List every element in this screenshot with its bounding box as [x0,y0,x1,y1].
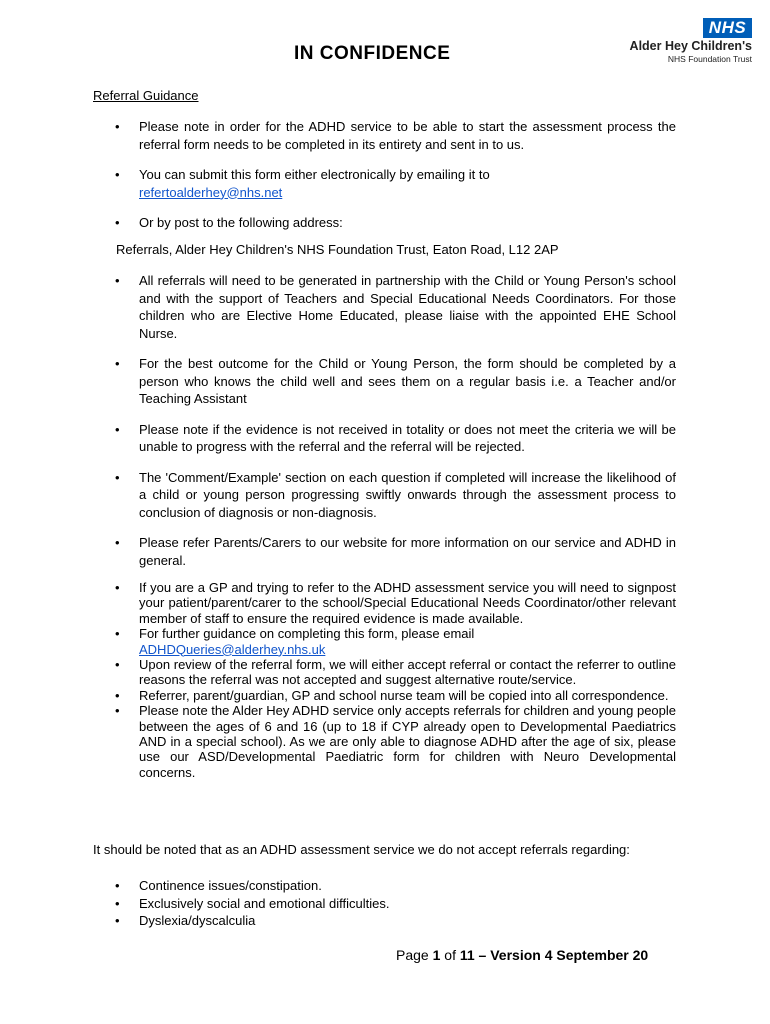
postal-address: Referrals, Alder Hey Children's NHS Foundation Trust, Eaton Road, L12 2AP [116,242,559,257]
page-total: 11 [459,947,475,963]
bullet-icon: • [115,469,120,485]
bullet-icon: • [115,273,120,288]
list-item: • Please refer Parents/Carers to our website for more information on our service and ADHD in general. [115,535,676,568]
not-accepted-list [115,877,676,930]
list-item: • If you are a GP and trying to refer to the ADHD assessment service you will need to signpost your patient/parent/carer to the school/Special Educational Needs Coordinator/other relevant member of staff to ensure the required evidence is made available. [115,580,676,626]
page-title: IN CONFIDENCE [294,43,451,64]
list-item: • For further guidance on completing this form, please email ADHDQueries@alderhey.nhs.uk [115,626,475,657]
bullet-icon: • [115,687,120,703]
guidance-list-b [115,272,676,569]
bullet-icon: • [115,895,120,911]
queries-email-link[interactable]: ADHDQueries@alderhey.nhs.uk [139,641,326,657]
bullet-icon: • [115,703,120,719]
page-footer: Page 1 of 11 – Version 4 September 20 [396,947,649,963]
list-item: • Upon review of the referral form, we will either accept referral or contact the referrer to outline reasons the referral was not accepted and suggest alternative route/service. [115,657,676,688]
not-accepted-intro: It should be noted that as an ADHD assessment service we do not accept referrals regarding: [93,842,630,857]
list-item: • Referrer, parent/guardian, GP and school nurse team will be copied into all correspondence. [115,687,669,703]
list-item: • Please note the Alder Hey ADHD service only accepts referrals for children and young people between the ages of 6 and 16 (up to 18 if CYP already open to Developmental Paediatrics AND in a special school). As we are only able to diagnose ADHD after the age of six, please use our ASD/Developmental Paediatric form for children with Neuro Developmental concerns. [115,703,676,780]
nhs-logo [616,18,752,64]
list-item: • You can submit this form either electronically by emailing it to refertoalderhey@nhs.net [115,167,490,200]
list-item: • Exclusively social and emotional difficulties. [115,895,390,911]
version-label: – Version 4 September 20 [474,947,649,963]
section-heading: Referral Guidance [93,88,199,103]
guidance-list-a [115,118,676,232]
list-item: • For the best outcome for the Child or Young Person, the form should be completed by a person who knows the child well and sees them on a regular basis i.e. a Teacher and/or Teaching Assistant [115,356,676,406]
nhs-logo-mark: NHS [703,18,752,38]
bullet-icon: • [115,421,120,437]
bullet-icon: • [115,626,120,642]
list-item: • All referrals will need to be generated in partnership with the Child or Young Person's school and with the support of Teachers and Special Educational Needs Coordinators. For those children who are Elective Home Educated, please liaise with the appointed EHE School Nurse. [115,273,676,341]
trust-name: Alder Hey Children's [629,39,752,53]
trust-subtitle: NHS Foundation Trust [667,54,752,64]
list-item: • The 'Comment/Example' section on each question if completed will increase the likelihood of a child or young person progressing swiftly onwards through the assessment process to conclusion of diagnosis or non-diagnosis. [115,469,676,520]
list-item: • Continence issues/constipation. [115,878,322,893]
referral-email-link[interactable]: refertoalderhey@nhs.net [139,184,283,200]
bullet-icon: • [115,580,120,595]
bullet-icon: • [115,657,120,673]
list-item: • Dyslexia/dyscalculia [115,913,256,928]
bullet-icon: • [115,913,120,928]
page-number: 1 [432,947,441,963]
bullet-icon: • [115,356,120,371]
bullet-icon: • [115,167,120,182]
list-item: • Please note if the evidence is not received in totality or does not meet the criteria we will be unable to progress with the referral and the referral will be rejected. [115,421,676,454]
guidance-list-c [115,580,676,780]
bullet-icon: • [115,535,120,550]
bullet-icon: • [115,215,120,230]
list-item: • Or by post to the following address: [115,215,343,230]
list-item: • Please note in order for the ADHD service to be able to start the assessment process the referral form needs to be completed in its entirety and sent in to us. [115,119,676,152]
bullet-icon: • [115,878,120,893]
bullet-icon: • [115,119,120,134]
